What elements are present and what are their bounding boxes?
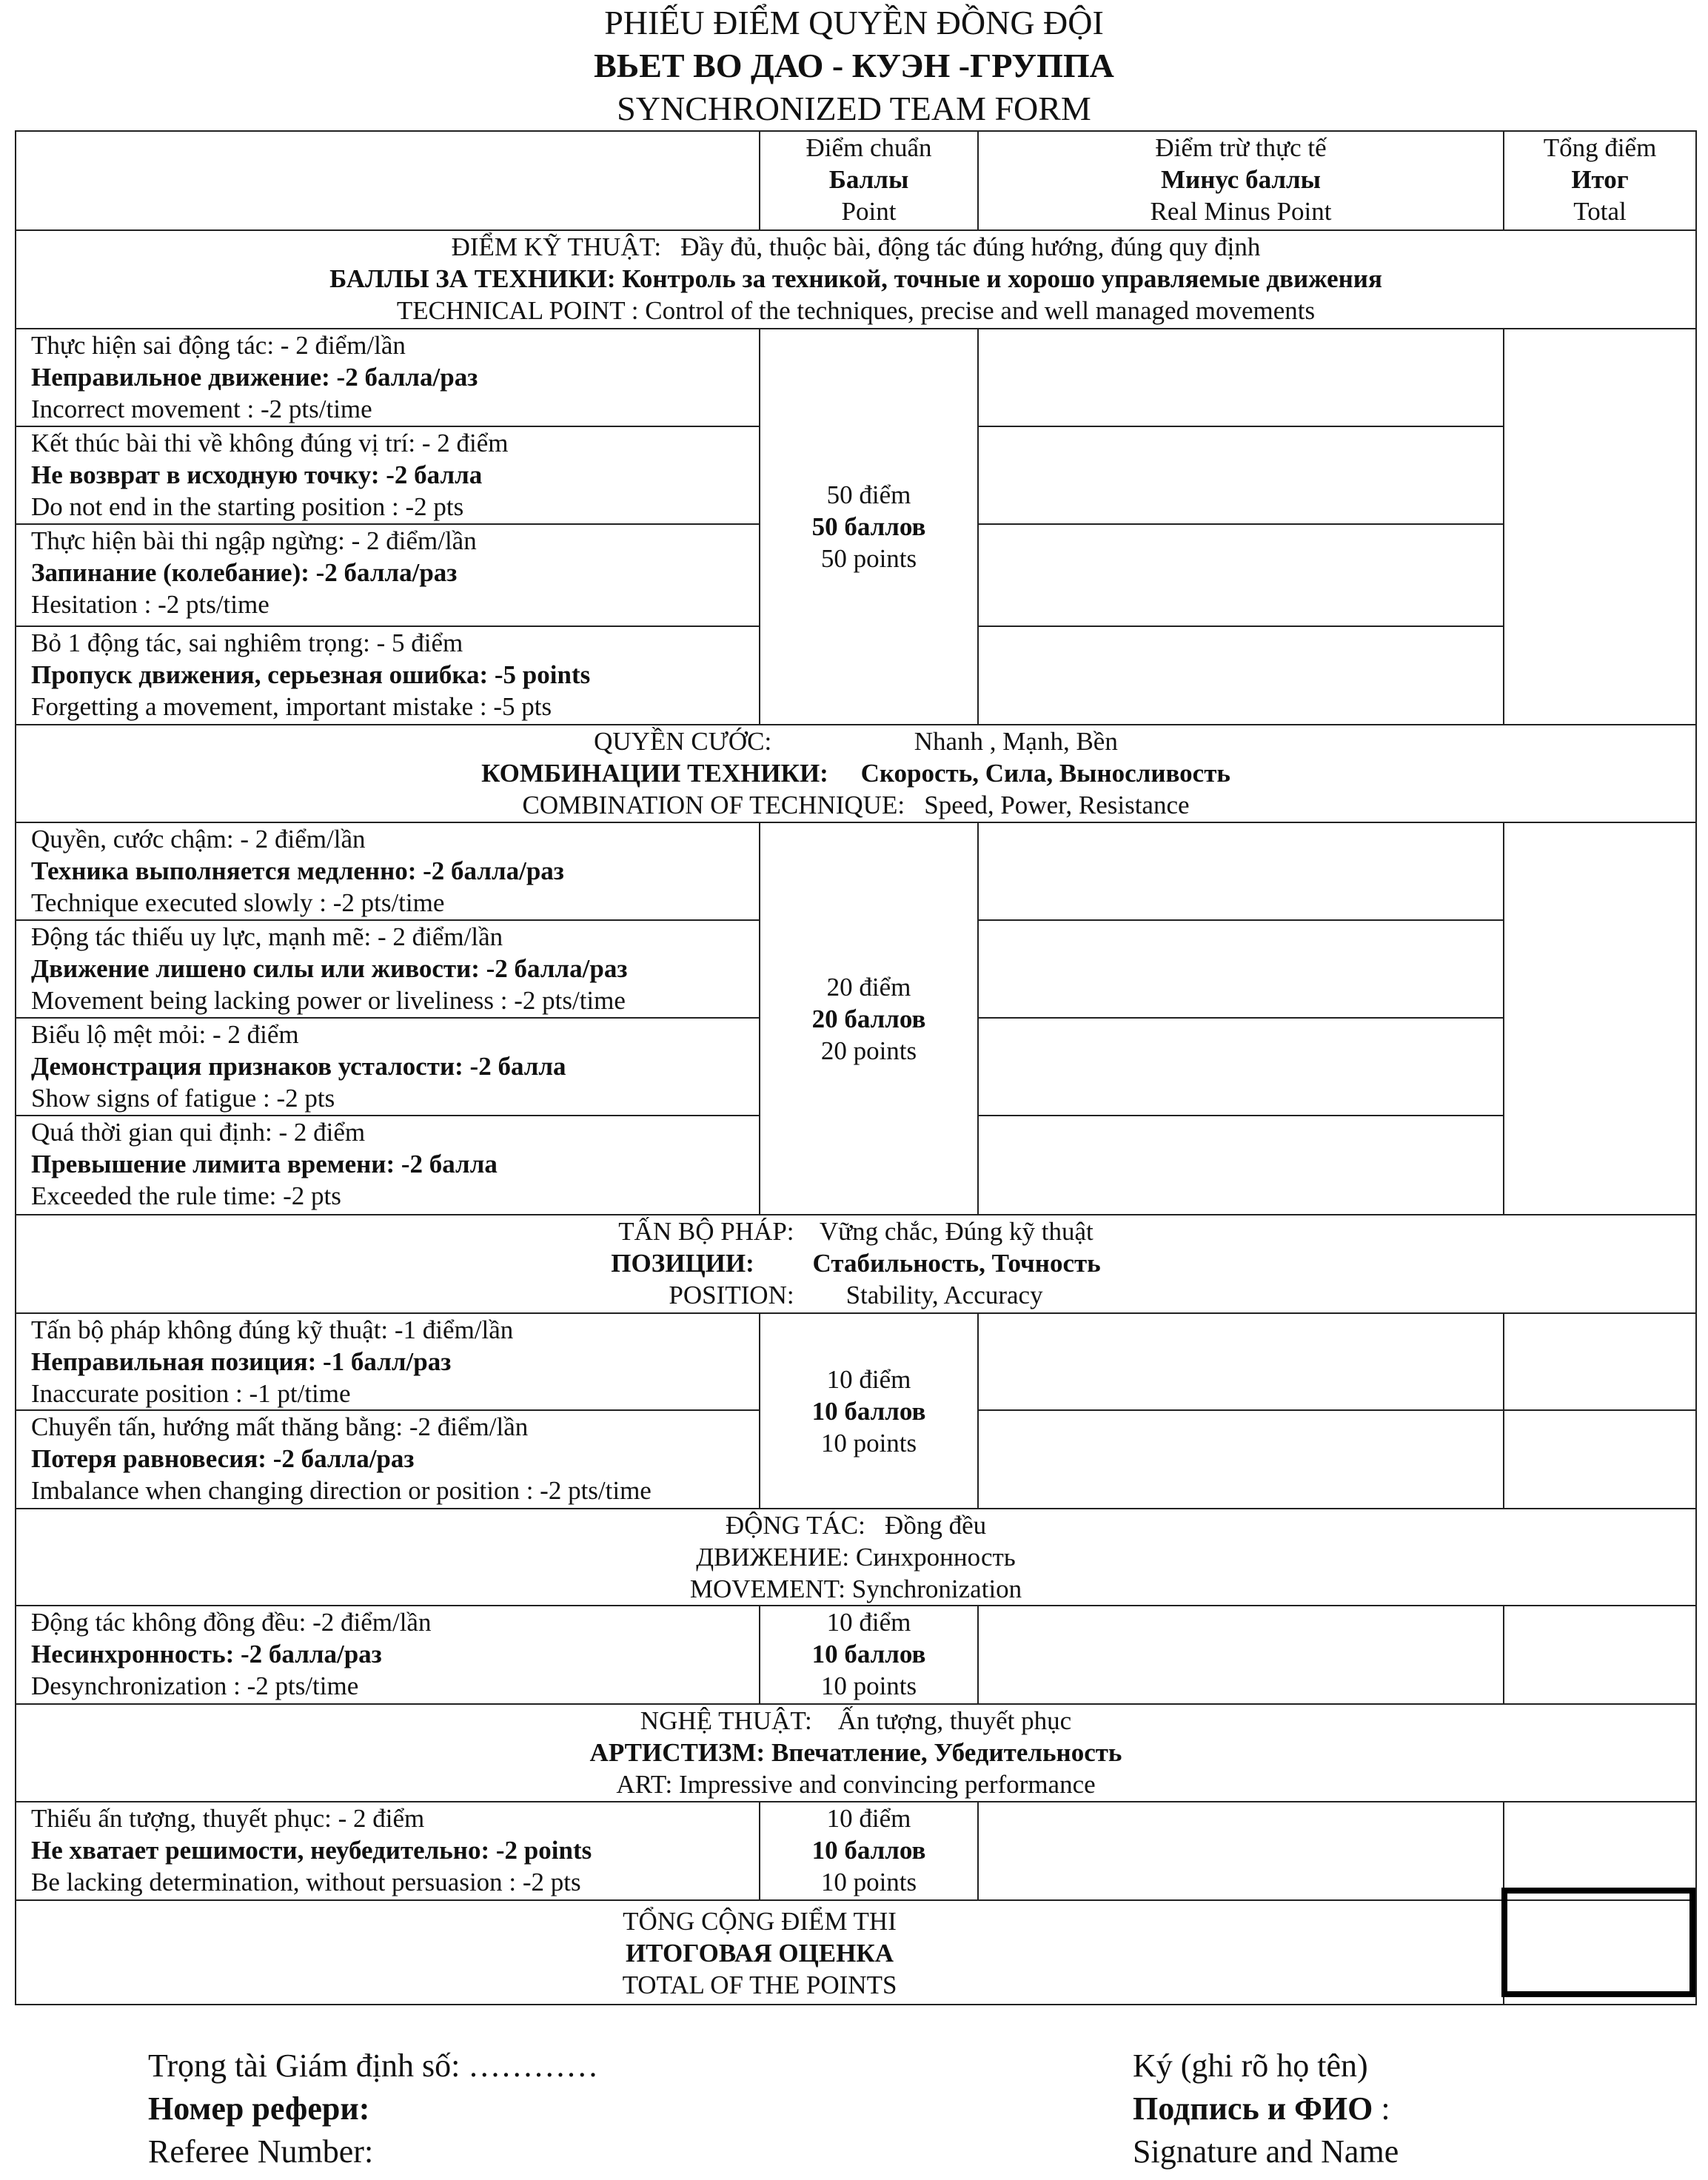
- table-row: [16, 1802, 1696, 1900]
- section-title: ĐIỂM KỸ THUẬT: Đầy đủ, thuộc bài, động tác đúng hướng, đúng quy định БАЛЛЫ ЗА ТЕХНИКИ: Контроль за техникой, точные и хорошо управляемые движения TECHNICAL POINT : Control of the techniques, precise and well managed movements: [16, 230, 1696, 329]
- section-total-input[interactable]: [1504, 1410, 1696, 1509]
- section-title: QUYỀN CƯỚC: Nhanh , Mạnh, Bền КОМБИНАЦИИ ТЕХНИКИ: Скорость, Сила, Выносливость COMBINATION OF TECHNIQUE: Speed, Power, Resistance: [16, 725, 1696, 822]
- minus-points-input[interactable]: [978, 329, 1504, 426]
- signature-label-vi: Ký (ghi rõ họ tên): [1133, 2047, 1368, 2084]
- signature-label-ru-line: [1133, 2087, 1399, 2130]
- section-header-movement: [16, 1509, 1696, 1606]
- section-title: TẤN BỘ PHÁP: Vững chắc, Đúng kỹ thuật ПОЗИЦИИ: Стабильность, Точность POSITION: Stability, Accuracy: [16, 1215, 1696, 1313]
- standard-points-cell: 20 điểm 20 баллов 20 points: [760, 822, 978, 1215]
- minus-points-input[interactable]: [978, 1802, 1504, 1900]
- deduction-rule: Bỏ 1 động tác, sai nghiêm trọng: - 5 điểm Пропуск движения, серьезная ошибка: -5 points Forgetting a movement, important mistake : -5 pts: [16, 626, 760, 725]
- standard-points-cell: 50 điểm 50 баллов 50 points: [760, 329, 978, 725]
- deduction-rule: Chuyển tấn, hướng mất thăng bằng: -2 điểm/lần Потеря равновесия: -2 балла/раз Imbalance when changing direction or position : -2 pts/time: [16, 1410, 760, 1509]
- deduction-rule: Tấn bộ pháp không đúng kỹ thuật: -1 điểm/lần Неправильная позиция: -1 балл/раз Inaccurate position : -1 pt/time: [16, 1313, 760, 1410]
- section-total-input[interactable]: [1504, 1802, 1696, 1900]
- section-total-input[interactable]: [1504, 329, 1696, 725]
- standard-points-cell: 10 điểm 10 баллов 10 points: [760, 1313, 978, 1509]
- minus-points-input[interactable]: [978, 1313, 1504, 1410]
- form-title-block: [0, 1, 1708, 130]
- signature-block: [1133, 2045, 1399, 2173]
- minus-points-input[interactable]: [978, 1018, 1504, 1116]
- section-header-technical: [16, 230, 1696, 329]
- grand-total-label: TỔNG CỘNG ĐIỂM THI ИТОГОВАЯ ОЦЕНКА TOTAL OF THE POINTS: [16, 1900, 1504, 2005]
- table-row: [16, 329, 1696, 426]
- minus-points-input[interactable]: [978, 626, 1504, 725]
- referee-label-ru: Номер рефери:: [148, 2090, 370, 2127]
- form-title-vi: PHIẾU ĐIỂM QUYỀN ĐỒNG ĐỘI: [604, 4, 1104, 41]
- deduction-rule: Thực hiện sai động tác: - 2 điểm/lần Неправильное движение: -2 балла/раз Incorrect movement : -2 pts/time: [16, 329, 760, 426]
- minus-points-input[interactable]: [978, 822, 1504, 920]
- section-title: ĐỘNG TÁC: Đồng đều ДВИЖЕНИЕ: Синхронность MOVEMENT: Synchronization: [16, 1509, 1696, 1606]
- deduction-rule: Quá thời gian qui định: - 2 điểm Превышение лимита времени: -2 балла Exceeded the rule time: -2 pts: [16, 1116, 760, 1215]
- deduction-rule: Quyền, cước chậm: - 2 điểm/lần Техника выполняется медленно: -2 балла/раз Technique executed slowly : -2 pts/time: [16, 822, 760, 920]
- deduction-rule: Động tác thiếu uy lực, mạnh mẽ: - 2 điểm/lần Движение лишено силы или живости: -2 балла/раз Movement being lacking power or liveliness : -2 pts/time: [16, 920, 760, 1018]
- score-table: [15, 130, 1697, 2005]
- form-title-en: SYNCHRONIZED TEAM FORM: [617, 90, 1091, 127]
- deduction-rule: Thiếu ấn tượng, thuyết phục: - 2 điểm Не хватает решимости, неубедительно: -2 points Be lacking determination, without persuasion : -2 pts: [16, 1802, 760, 1900]
- header-total: Tổng điểm Итог Total: [1504, 131, 1696, 230]
- minus-points-input[interactable]: [978, 1116, 1504, 1215]
- minus-points-input[interactable]: [978, 524, 1504, 626]
- minus-points-input[interactable]: [978, 1410, 1504, 1509]
- deduction-rule: Biểu lộ mệt mỏi: - 2 điểm Демонстрация признаков усталости: -2 балла Show signs of fatigue : -2 pts: [16, 1018, 760, 1116]
- section-total-input[interactable]: [1504, 1313, 1696, 1410]
- header-blank-cell: [16, 131, 760, 230]
- table-row: [16, 1606, 1696, 1704]
- referee-number-block: [148, 2045, 598, 2173]
- referee-label-en: Referee Number:: [148, 2133, 374, 2170]
- deduction-rule: Kết thúc bài thi về không đúng vị trí: - 2 điểm Не возврат в исходную точку: -2 балла Do not end in the starting position : -2 pts: [16, 426, 760, 524]
- deduction-rule: Động tác không đồng đều: -2 điểm/lần Несинхронность: -2 балла/раз Desynchronization : -2 pts/time: [16, 1606, 760, 1704]
- section-header-position: [16, 1215, 1696, 1313]
- table-header-row: [16, 131, 1696, 230]
- grand-total-box[interactable]: [1501, 1888, 1695, 1997]
- form-title-ru: ВЬЕТ ВО ДАО - КУЭН -ГРУППА: [594, 47, 1114, 84]
- section-title: NGHỆ THUẬT: Ấn tượng, thuyết phục АРТИСТИЗМ: Впечатление, Убедительность ART: Impressive and convincing performance: [16, 1704, 1696, 1802]
- section-header-combination: [16, 725, 1696, 822]
- minus-points-input[interactable]: [978, 920, 1504, 1018]
- referee-label-vi: Trọng tài Giám định số: …………: [148, 2047, 599, 2084]
- minus-points-input[interactable]: [978, 1606, 1504, 1704]
- table-row: [16, 822, 1696, 920]
- signature-label-colon: :: [1373, 2090, 1390, 2127]
- standard-points-cell: 10 điểm 10 баллов 10 points: [760, 1802, 978, 1900]
- deduction-rule: Thực hiện bài thi ngập ngừng: - 2 điểm/lần Запинание (колебание): -2 балла/раз Hesitation : -2 pts/time: [16, 524, 760, 626]
- section-total-input[interactable]: [1504, 1606, 1696, 1704]
- header-standard-points: Điểm chuẩn Баллы Point: [760, 131, 978, 230]
- standard-points-cell: 10 điểm 10 баллов 10 points: [760, 1606, 978, 1704]
- header-minus-points: Điểm trừ thực tế Минус баллы Real Minus Point: [978, 131, 1504, 230]
- grand-total-row: [16, 1900, 1696, 2005]
- minus-points-input[interactable]: [978, 426, 1504, 524]
- section-total-input[interactable]: [1504, 822, 1696, 1215]
- signature-label-en: Signature and Name: [1133, 2133, 1399, 2170]
- signature-label-ru: Подпись и ФИО: [1133, 2090, 1373, 2127]
- section-header-art: [16, 1704, 1696, 1802]
- table-row: [16, 1313, 1696, 1410]
